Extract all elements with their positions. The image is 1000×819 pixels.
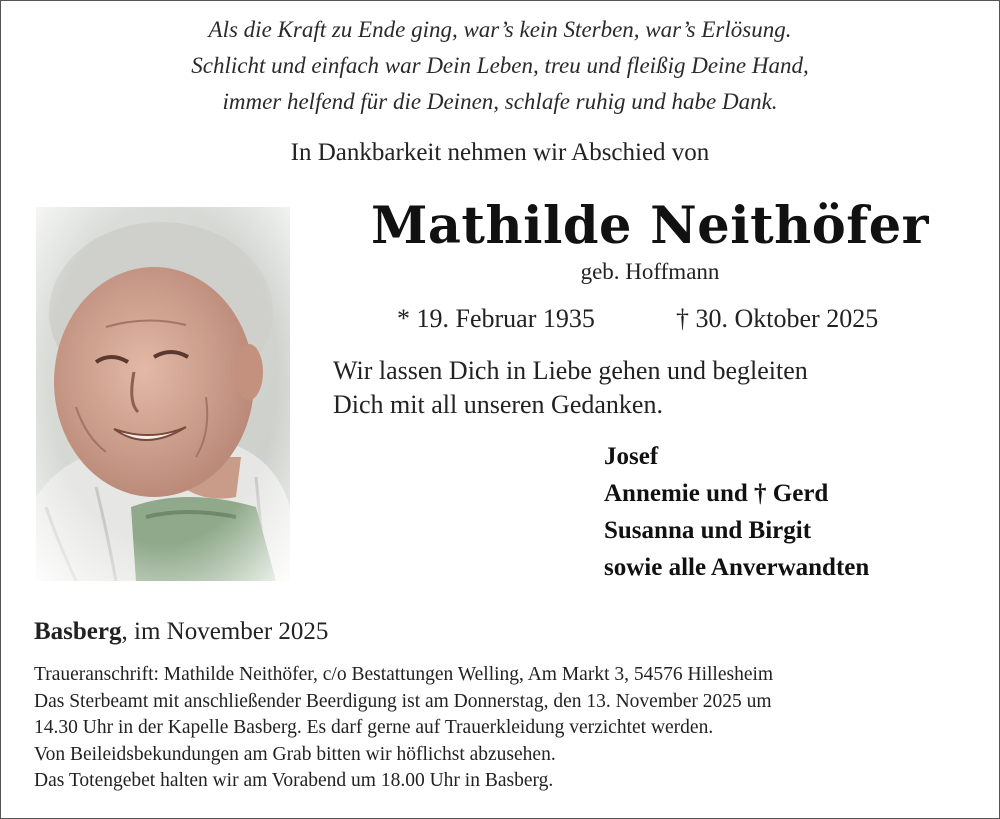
farewell-line: Wir lassen Dich in Liebe gehen und begleiten [333,356,808,385]
farewell-text [333,354,808,422]
portrait-photo [36,207,290,581]
intro-text: In Dankbarkeit nehmen wir Abschied von [290,139,710,166]
family-member: Susanna und Birgit [604,517,812,544]
details-line: 14.30 Uhr in der Kapelle Basberg. Es darf gerne auf Trauerkleidung verzichtet werden. [34,717,714,738]
details-line: Das Sterbeamt mit anschließender Beerdigung ist am Donnerstag, den 13. November 2025 um [34,690,772,712]
poem [0,12,1000,120]
poem-line: immer helfend für die Deinen, schlafe ruhig und habe Dank. [222,89,778,114]
poem-line: Als die Kraft zu Ende ging, war’s kein Sterben, war’s Erlösung. [208,17,792,42]
place-town: Basberg [34,618,122,645]
poem-line: Schlicht und einfach war Dein Leben, treu und fleißig Deine Hand, [191,53,809,78]
details-line: Das Totengebet halten wir am Vorabend um 18.00 Uhr in Basberg. [34,770,554,791]
place-date [34,618,328,646]
details-line: Traueranschrift: Mathilde Neithöfer, c/o Bestattungen Welling, Am Markt 3, 54576 Hillesheim [34,664,774,685]
birth-date: * 19. Februar 1935 [397,304,595,333]
family-member: Annemie und † Gerd [604,480,829,507]
funeral-details [34,662,773,795]
maiden-name: geb. Hoffmann [580,259,720,284]
death-date: † 30. Oktober 2025 [676,304,879,333]
deceased-name: Mathilde Neithöfer [370,196,930,256]
details-line: Von Beileidsbekundungen am Grab bitten wir höflichst abzusehen. [34,743,556,765]
family-member: Josef [604,443,659,470]
family-list [604,438,869,586]
family-member: sowie alle Anverwandten [604,554,870,581]
farewell-line: Dich mit all unseren Gedanken. [333,390,663,419]
place-month: , im November 2025 [121,618,329,645]
